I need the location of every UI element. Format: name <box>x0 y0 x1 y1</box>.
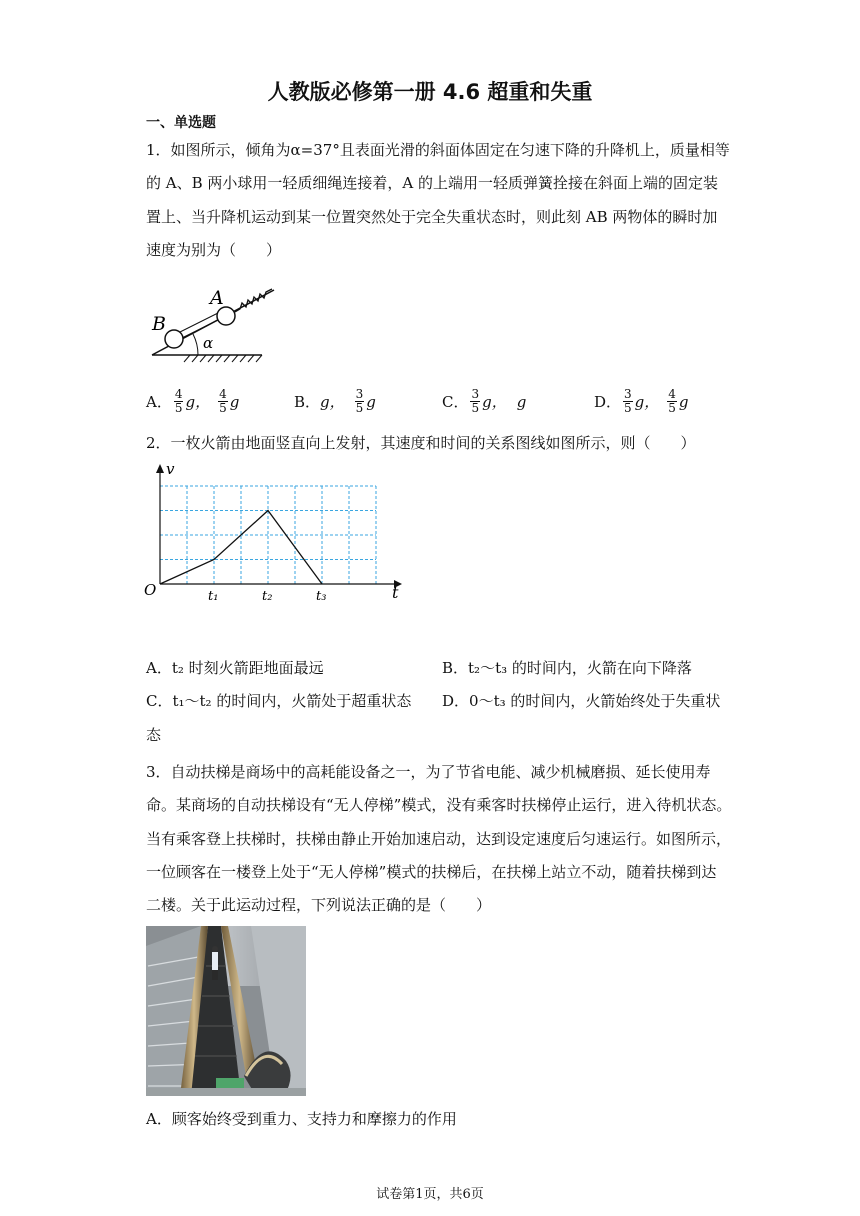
q1-option-a[interactable]: A． $\frac{4}{5}$ g， $\frac{4}{5}$ g <box>146 387 240 415</box>
x-tick-label: t₁ <box>208 589 219 604</box>
y-axis-label: v <box>166 462 175 478</box>
q3-line-1: 3．自动扶梯是商场中的高耗能设备之一，为了节省电能、减少机械磨损、延长使用寿 <box>146 763 711 781</box>
q1-option-c[interactable]: C． $\frac{3}{5}$ g， g <box>442 387 527 415</box>
x-axis-label: t <box>392 583 399 602</box>
origin-label: O <box>144 581 157 599</box>
escalator-photo <box>146 926 306 1096</box>
q1-line-2: 的 A、B 两小球用一轻质细绳连接着，A 的上端用一轻质弹簧拴接在斜面上端的固定装 <box>146 174 718 192</box>
label-angle: α <box>203 334 214 352</box>
incline-figure <box>146 284 286 364</box>
q3-line-3: 当有乘客登上扶梯时，扶梯由静止开始加速启动，达到设定速度后匀速运行。如图所示， <box>146 830 732 848</box>
y-axis-arrow <box>156 464 164 473</box>
q1-option-b[interactable]: B． g， $\frac{3}{5}$ g <box>294 387 376 415</box>
x-tick-label: t₃ <box>316 589 327 604</box>
q2-option-d-continued: 态 <box>146 726 162 744</box>
q2-option-b[interactable]: B．t₂～t₃ 的时间内，火箭在向下降落 <box>442 659 692 677</box>
ball-a <box>217 307 235 325</box>
q1-option-d[interactable]: D． $\frac{3}{5}$ g， $\frac{4}{5}$ g <box>594 387 689 415</box>
q2-option-a[interactable]: A．t₂ 时刻火箭距地面最远 <box>146 659 324 677</box>
q3-line-2: 命。某商场的自动扶梯设有“无人停梯”模式，没有乘客时扶梯停止运行，进入待机状态。 <box>146 796 732 814</box>
q1-line-1: 1．如图所示，倾角为α=37°且表面光滑的斜面体固定在匀速下降的升降机上，质量相等 <box>146 141 730 159</box>
label-a: A <box>210 287 224 309</box>
velocity-time-chart <box>140 462 410 612</box>
q2-stem: 2．一枚火箭由地面竖直向上发射，其速度和时间的关系图线如图所示，则（ ） <box>146 434 696 452</box>
q3-line-5: 二楼。关于此运动过程，下列说法正确的是（ ） <box>146 896 492 914</box>
section-heading: 一、单选题 <box>146 115 216 131</box>
q2-option-c[interactable]: C．t₁～t₂ 的时间内，火箭处于超重状态 <box>146 692 412 710</box>
page-footer: 试卷第1页，共6页 <box>376 1187 484 1202</box>
q2-option-d[interactable]: D．0～t₃ 的时间内，火箭始终处于失重状 <box>442 692 721 710</box>
q1-line-4: 速度为别为（ ） <box>146 241 282 259</box>
q3-option-a[interactable]: A．顾客始终受到重力、支持力和摩擦力的作用 <box>146 1110 457 1128</box>
x-tick-label: t₂ <box>262 589 273 604</box>
spring <box>235 289 272 312</box>
label-b: B <box>152 313 166 335</box>
q3-line-4: 一位顾客在一楼登上处于“无人停梯”模式的扶梯后，在扶梯上站立不动，随着扶梯到达 <box>146 863 717 881</box>
q1-line-3: 置上、当升降机运动到某一位置突然处于完全失重状态时，则此刻 AB 两物体的瞬时加 <box>146 208 718 226</box>
ball-b <box>165 330 183 348</box>
page-title: 人教版必修第一册 4.6 超重和失重 <box>267 80 593 104</box>
